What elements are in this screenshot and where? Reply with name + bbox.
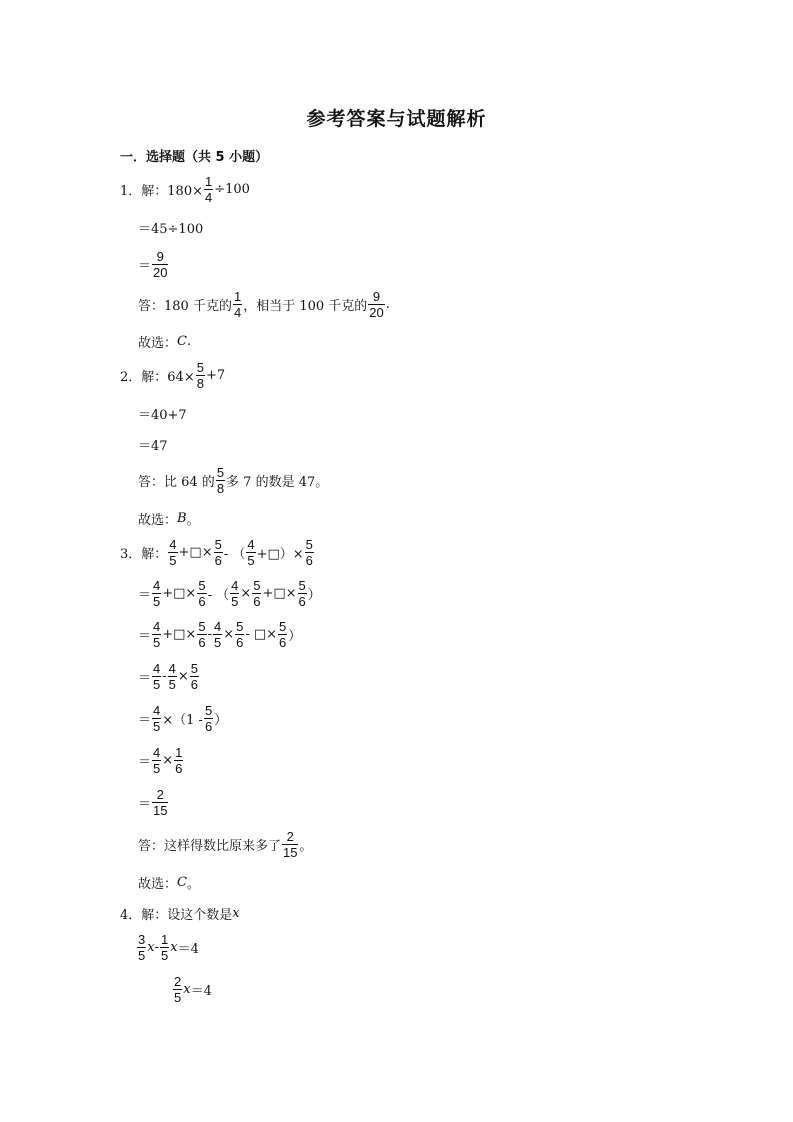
- q4-line-3: [172, 974, 212, 1005]
- fraction: [282, 829, 298, 860]
- math-text: .: [186, 334, 192, 349]
- math-text: 5: [198, 578, 206, 593]
- math-text: 5: [138, 948, 146, 963]
- math-text: 20: [153, 265, 168, 280]
- math-text: 多 7 的数是 47。: [226, 475, 329, 490]
- math-text: 故选：: [138, 336, 178, 351]
- math-text: ＝: [138, 588, 152, 603]
- math-text: ＝4: [177, 942, 199, 957]
- fraction: [235, 619, 244, 650]
- math-text: 9: [372, 289, 381, 304]
- math-text: 。: [186, 513, 200, 528]
- math-text: +□×: [262, 586, 297, 601]
- fraction: [214, 537, 223, 568]
- q2-line-2: [138, 404, 187, 423]
- q1-line-3: [138, 249, 169, 280]
- math-text: 6: [204, 719, 213, 734]
- math-text: 5: [279, 619, 287, 634]
- q1-answer: [138, 289, 390, 320]
- math-text: +7: [205, 368, 226, 383]
- math-text: 6: [305, 553, 313, 568]
- math-text: +□×: [162, 586, 197, 601]
- math-text: ＝40+7: [138, 408, 187, 423]
- math-text: ×: [240, 586, 252, 601]
- fraction: [305, 537, 314, 568]
- math-text: ＝: [138, 671, 152, 686]
- math-text: 4: [204, 190, 213, 205]
- math-text: ）: [307, 588, 321, 603]
- fraction: [173, 974, 182, 1005]
- math-text: 5: [214, 537, 222, 552]
- math-text: x: [147, 940, 155, 955]
- math-text: 5: [169, 553, 177, 568]
- math-text: ＝45÷100: [138, 222, 204, 237]
- math-text: 5: [247, 553, 255, 568]
- math-text: 1: [233, 289, 242, 304]
- math-text: 5: [253, 578, 261, 593]
- math-text: 5: [216, 465, 225, 480]
- math-text: -: [207, 627, 212, 642]
- math-text: C: [177, 334, 187, 349]
- math-text: 4: [169, 537, 177, 552]
- math-text: 5: [231, 594, 239, 609]
- math-text: - （: [223, 547, 246, 562]
- q3-line-1: [120, 537, 315, 568]
- q3-line-3: [138, 619, 301, 650]
- fraction: [368, 289, 384, 320]
- math-text: 1: [204, 174, 213, 189]
- math-text: x: [232, 906, 240, 921]
- q3-label: 3．解：: [120, 547, 168, 562]
- math-text: 4: [213, 619, 222, 634]
- section-title: 一．选择题（共 5 小题）: [120, 150, 269, 165]
- fraction: [152, 703, 161, 734]
- fraction: [152, 249, 168, 280]
- math-text: C: [177, 875, 187, 890]
- math-text: 8: [196, 376, 204, 391]
- q1-label: 1．解：180×: [120, 184, 203, 199]
- math-text: 4: [231, 578, 239, 593]
- q3-line-4: [138, 661, 200, 692]
- math-text: 5: [153, 719, 161, 734]
- q1-line-1: [120, 174, 250, 205]
- math-text: ＝: [138, 629, 152, 644]
- fraction: [196, 360, 205, 391]
- fraction: [278, 619, 287, 650]
- math-text: .: [385, 297, 390, 312]
- fraction: [152, 661, 161, 692]
- math-text: ×（1 -: [162, 713, 203, 728]
- math-text: -: [154, 940, 159, 955]
- math-text: ÷100: [214, 182, 250, 197]
- q2-choice: [138, 509, 200, 528]
- fraction: [190, 661, 199, 692]
- math-text: 6: [214, 553, 222, 568]
- math-text: 5: [196, 360, 204, 375]
- fraction: [204, 174, 213, 205]
- math-text: ＝4: [190, 984, 212, 999]
- math-text: 20: [369, 305, 384, 320]
- q1-choice: [138, 332, 191, 351]
- math-text: 6: [236, 635, 244, 650]
- math-text: 5: [153, 761, 161, 776]
- fraction: [233, 289, 242, 320]
- q3-line-2: [138, 578, 321, 609]
- q3-line-6: [138, 745, 184, 776]
- math-text: ）: [214, 713, 228, 728]
- q4-label: 4．解：设这个数是: [120, 908, 233, 923]
- math-text: 5: [174, 990, 182, 1005]
- math-text: +□×: [162, 627, 197, 642]
- math-text: x: [170, 940, 178, 955]
- math-text: 4: [153, 703, 161, 718]
- math-text: 5: [204, 703, 213, 718]
- q4-line-2: [136, 932, 199, 963]
- math-text: -: [162, 669, 167, 684]
- math-text: 15: [283, 845, 298, 860]
- q2-answer: [138, 465, 328, 496]
- math-text: 5: [153, 677, 161, 692]
- math-text: 9: [156, 249, 164, 264]
- math-text: 2: [286, 829, 294, 844]
- fraction: [174, 745, 183, 776]
- q3-line-7: [138, 787, 169, 818]
- math-text: 。: [186, 877, 200, 892]
- math-text: 5: [198, 619, 206, 634]
- math-text: 5: [168, 677, 176, 692]
- math-text: 4: [233, 305, 242, 320]
- math-text: 5: [190, 661, 199, 676]
- q2-label: 2．解：64×: [120, 370, 195, 385]
- math-text: 故选：: [138, 877, 178, 892]
- math-text: 5: [153, 594, 161, 609]
- fraction: [152, 578, 161, 609]
- math-text: 4: [153, 578, 161, 593]
- math-text: 4: [153, 619, 161, 634]
- page-title: 参考答案与试题解析: [306, 108, 487, 130]
- math-text: +□×: [178, 545, 213, 560]
- math-text: ×: [177, 669, 189, 684]
- math-text: 4: [247, 537, 255, 552]
- q1-line-2: [138, 218, 203, 237]
- math-text: 6: [175, 761, 183, 776]
- math-text: 5: [153, 635, 161, 650]
- q3-answer: [138, 829, 313, 860]
- fraction: [197, 619, 206, 650]
- fraction: [204, 703, 213, 734]
- math-text: x: [183, 982, 191, 997]
- fraction: [216, 465, 225, 496]
- math-text: 6: [198, 635, 206, 650]
- math-text: ×: [223, 627, 235, 642]
- math-text: ，相当于 100 千克的: [243, 299, 368, 314]
- math-text: 6: [253, 594, 261, 609]
- math-text: 答：这样得数比原来多了: [138, 839, 282, 854]
- math-text: - （: [207, 588, 230, 603]
- fraction: [168, 537, 177, 568]
- fraction: [230, 578, 239, 609]
- q4-line-1: [120, 904, 240, 923]
- fraction: [152, 619, 161, 650]
- math-text: 5: [298, 578, 306, 593]
- math-text: 4: [168, 661, 176, 676]
- math-text: 。: [299, 839, 313, 854]
- fraction: [298, 578, 307, 609]
- fraction: [168, 661, 177, 692]
- fraction: [252, 578, 261, 609]
- math-text: 5: [213, 635, 222, 650]
- q2-line-1: [120, 360, 225, 391]
- math-text: ×: [162, 753, 174, 768]
- math-text: 6: [298, 594, 306, 609]
- math-text: 答：180 千克的: [138, 299, 232, 314]
- math-text: 5: [236, 619, 244, 634]
- fraction: [160, 932, 169, 963]
- math-text: 2: [174, 974, 182, 989]
- math-text: 6: [279, 635, 287, 650]
- fraction: [152, 787, 168, 818]
- math-text: ＝: [138, 797, 152, 812]
- math-text: 8: [216, 481, 225, 496]
- math-text: ＝: [138, 755, 152, 770]
- fraction: [246, 537, 255, 568]
- q3-choice: [138, 873, 200, 892]
- math-text: 4: [153, 745, 161, 760]
- math-text: 4: [153, 661, 161, 676]
- math-text: ＝: [138, 713, 152, 728]
- math-text: B: [177, 511, 187, 526]
- math-text: 2: [156, 787, 164, 802]
- math-text: - □×: [245, 627, 278, 642]
- fraction: [197, 578, 206, 609]
- math-text: 5: [160, 948, 169, 963]
- q2-line-3: [138, 435, 168, 454]
- math-text: ）: [288, 629, 302, 644]
- math-text: +□）×: [256, 547, 304, 562]
- math-text: 故选：: [138, 513, 178, 528]
- math-text: 15: [153, 803, 168, 818]
- math-text: 1: [160, 932, 169, 947]
- math-text: ＝47: [138, 439, 168, 454]
- math-text: 6: [198, 594, 206, 609]
- math-text: ＝: [138, 259, 152, 274]
- math-text: 1: [175, 745, 183, 760]
- q3-line-5: [138, 703, 227, 734]
- math-text: 答：比 64 的: [138, 475, 215, 490]
- math-text: 3: [138, 932, 146, 947]
- math-text: 6: [190, 677, 199, 692]
- fraction: [137, 932, 146, 963]
- fraction: [152, 745, 161, 776]
- fraction: [213, 619, 222, 650]
- math-text: 5: [305, 537, 313, 552]
